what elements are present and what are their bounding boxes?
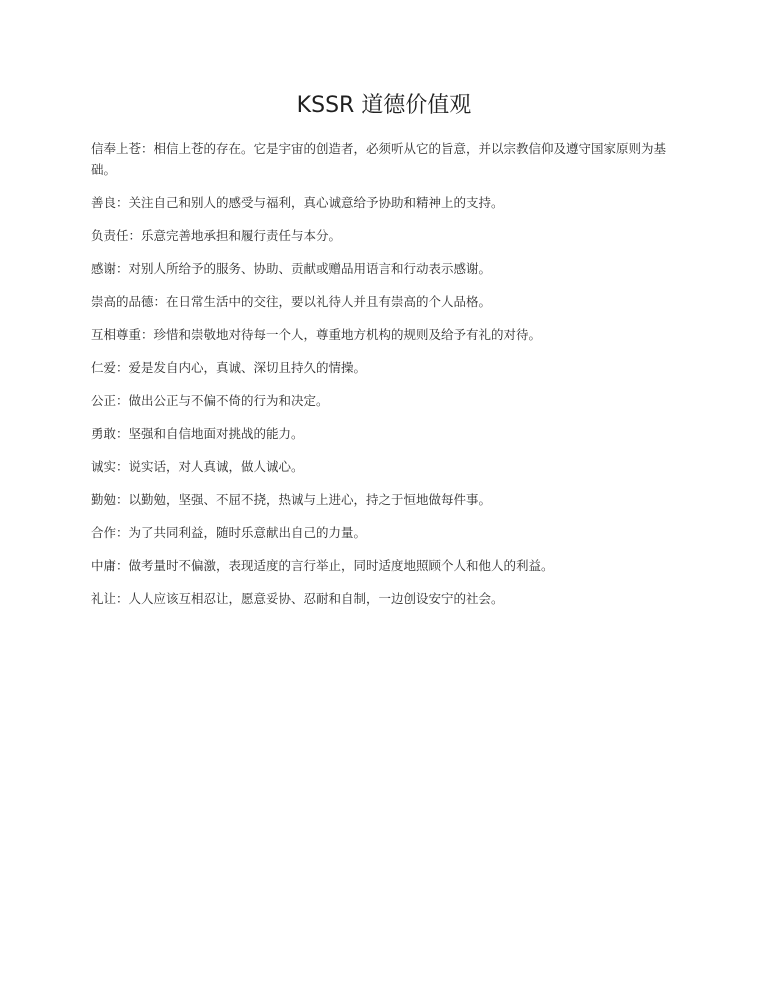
term-separator: ： bbox=[116, 525, 129, 540]
value-description: 爱是发自内心，真诚、深切且持久的情操。 bbox=[128, 360, 367, 375]
term-separator: ： bbox=[116, 360, 129, 375]
value-item-mutual-respect bbox=[91, 324, 677, 345]
value-item-faith bbox=[91, 138, 677, 180]
value-description: 关注自己和别人的感受与福利，真心诚意给予协助和精神上的支持。 bbox=[128, 195, 504, 210]
value-item-noble-character bbox=[91, 291, 677, 312]
term-separator: ： bbox=[116, 492, 129, 507]
value-term: 崇高的品德 bbox=[91, 294, 154, 309]
value-description: 做考量时不偏激，表现适度的言行举止，同时适度地照顾个人和他人的利益。 bbox=[128, 558, 554, 573]
value-term: 仁爱 bbox=[91, 360, 117, 375]
value-description: 为了共同利益，随时乐意献出自己的力量。 bbox=[128, 525, 367, 540]
value-description: 坚强和自信地面对挑战的能力。 bbox=[128, 426, 304, 441]
page-title: KSSR 道德价值观 bbox=[296, 93, 472, 118]
value-description: 乐意完善地承担和履行责任与本分。 bbox=[141, 228, 342, 243]
value-item-gratitude bbox=[91, 258, 677, 279]
value-term: 感谢 bbox=[91, 261, 117, 276]
value-term: 诚实 bbox=[91, 459, 117, 474]
value-term: 勇敢 bbox=[91, 426, 117, 441]
value-description: 珍惜和崇敬地对待每一个人，尊重地方机构的规则及给予有礼的对待。 bbox=[153, 327, 542, 342]
value-term: 勤勉 bbox=[91, 492, 117, 507]
term-separator: ： bbox=[141, 141, 154, 156]
term-separator: ： bbox=[116, 426, 129, 441]
value-description: 以勤勉，坚强、不屈不挠，热诚与上进心，持之于恒地做每件事。 bbox=[128, 492, 492, 507]
value-term: 互相尊重 bbox=[91, 327, 142, 342]
term-separator: ： bbox=[116, 591, 129, 606]
value-term: 礼让 bbox=[91, 591, 117, 606]
term-separator: ： bbox=[116, 393, 129, 408]
value-item-courage bbox=[91, 423, 677, 444]
term-separator: ： bbox=[116, 558, 129, 573]
value-item-compassion bbox=[91, 357, 677, 378]
value-item-cooperation bbox=[91, 522, 677, 543]
value-term: 中庸 bbox=[91, 558, 117, 573]
term-separator: ： bbox=[116, 459, 129, 474]
value-description: 在日常生活中的交往，要以礼待人并且有崇高的个人品格。 bbox=[166, 294, 492, 309]
term-separator: ： bbox=[141, 327, 154, 342]
value-description: 对别人所给予的服务、协助、贡献或赠品用语言和行动表示感谢。 bbox=[128, 261, 492, 276]
value-description: 说实话，对人真诚，做人诚心。 bbox=[128, 459, 304, 474]
value-item-tolerance bbox=[91, 588, 677, 609]
value-description: 人人应该互相忍让，愿意妥协、忍耐和自制，一边创设安宁的社会。 bbox=[128, 591, 504, 606]
value-term: 公正 bbox=[91, 393, 117, 408]
value-description: 相信上苍的存在。它是宇宙的创造者，必须听从它的旨意，并以宗教信仰及遵守国家原则为基础。 bbox=[91, 141, 667, 177]
value-item-kindness bbox=[91, 192, 677, 213]
value-term: 善良 bbox=[91, 195, 117, 210]
term-separator: ： bbox=[153, 294, 167, 309]
value-term: 负责任 bbox=[91, 228, 129, 243]
value-item-diligence bbox=[91, 489, 677, 510]
value-item-honesty bbox=[91, 456, 677, 477]
value-item-responsibility bbox=[91, 225, 677, 246]
term-separator: ： bbox=[116, 195, 129, 210]
value-term: 合作 bbox=[91, 525, 117, 540]
term-separator: ： bbox=[128, 228, 142, 243]
value-description: 做出公正与不偏不倚的行为和决定。 bbox=[128, 393, 329, 408]
value-item-fairness bbox=[91, 390, 677, 411]
value-item-moderation bbox=[91, 555, 677, 576]
value-term: 信奉上苍 bbox=[91, 141, 142, 156]
term-separator: ： bbox=[116, 261, 129, 276]
values-list bbox=[91, 138, 677, 621]
